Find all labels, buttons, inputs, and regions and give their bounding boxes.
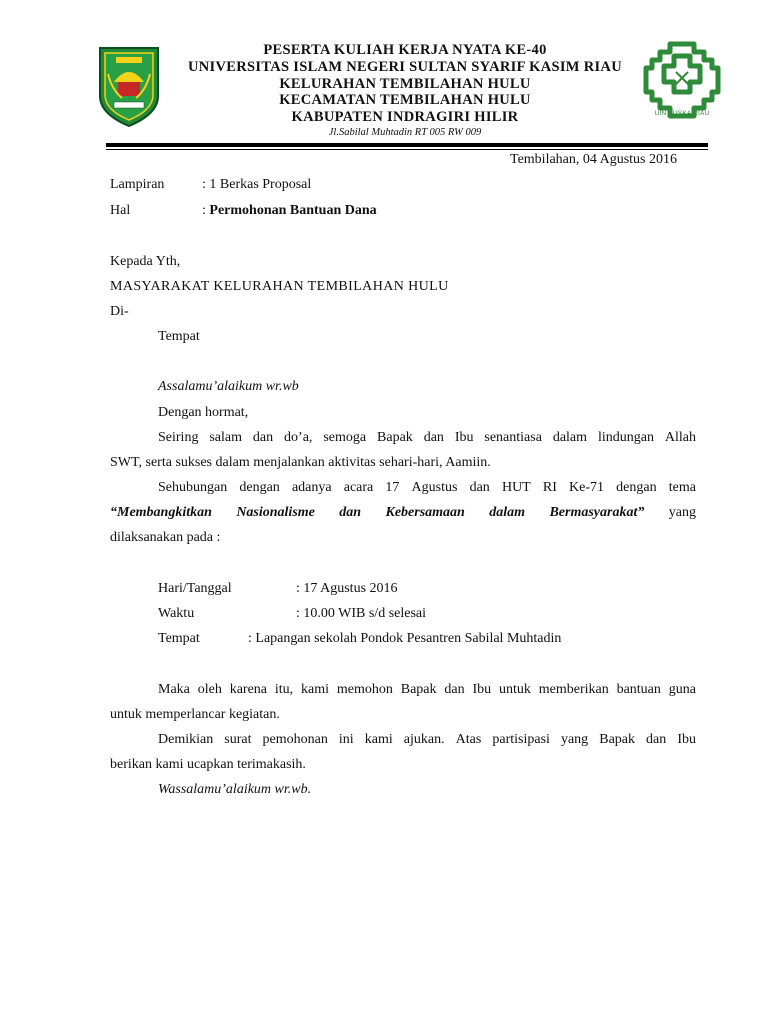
word: dan bbox=[469, 480, 490, 495]
word: senantiasa bbox=[484, 430, 542, 445]
recipient-tempat: Tempat bbox=[158, 329, 200, 344]
letterhead bbox=[160, 42, 650, 139]
hal-colon: : bbox=[202, 203, 210, 218]
paragraph-1-line-1 bbox=[158, 429, 696, 447]
opening-hormat: Dengan hormat, bbox=[158, 405, 249, 420]
word: Seiring bbox=[158, 430, 199, 445]
header-divider-thick bbox=[106, 143, 708, 147]
word: Bapak bbox=[400, 682, 437, 697]
paragraph-1-line-2: SWT, serta sukses dalam menjalankan aktivitas sehari-hari, Aamiin. bbox=[110, 455, 491, 470]
word: dan bbox=[444, 682, 465, 697]
theme-word: dalam bbox=[489, 505, 526, 520]
closing-salam: Wassalamu’alaikum wr.wb. bbox=[158, 782, 312, 797]
word: itu, bbox=[274, 682, 294, 697]
word: Ibu bbox=[454, 430, 474, 445]
word: dan bbox=[252, 430, 274, 445]
theme-word: “Membangkitkan bbox=[110, 505, 212, 520]
word: 17 bbox=[385, 480, 400, 495]
word: untuk bbox=[498, 682, 531, 697]
word: adanya bbox=[291, 480, 332, 495]
event-time-label: Waktu bbox=[158, 606, 195, 621]
word: surat bbox=[224, 732, 252, 747]
word: dan bbox=[423, 430, 444, 445]
header-divider-thin bbox=[106, 149, 708, 150]
hal-value: Permohonan Bantuan Dana bbox=[209, 203, 377, 218]
recipient-name: MASYARAKAT KELURAHAN TEMBILAHAN HULU bbox=[110, 279, 449, 294]
word: pemohonan bbox=[262, 732, 328, 747]
paragraph-2-line-3: dilaksanakan pada : bbox=[110, 530, 221, 545]
theme-word: Bermasyarakat” bbox=[549, 505, 645, 520]
word: HUT bbox=[501, 480, 531, 495]
word: oleh bbox=[197, 682, 222, 697]
word: memohon bbox=[336, 682, 393, 697]
letterhead-line-5: KABUPATEN INDRAGIRI HILIR bbox=[291, 109, 519, 126]
recipient-di: Di- bbox=[110, 304, 129, 319]
theme-word: Kebersamaan bbox=[385, 505, 465, 520]
word: semoga bbox=[323, 430, 367, 445]
word: lindungan bbox=[597, 430, 654, 445]
paragraph-2-line-2 bbox=[110, 504, 696, 522]
word: Ibu bbox=[677, 732, 696, 747]
word: dengan bbox=[239, 480, 280, 495]
word: Ibu bbox=[472, 682, 492, 697]
uin-suska-caption: UIN SUSKA RIAU bbox=[654, 110, 710, 117]
event-date-value: : 17 Agustus 2016 bbox=[296, 581, 398, 596]
recipient-greeting: Kepada Yth, bbox=[110, 254, 181, 269]
letter-date: Tembilahan, 04 Agustus 2016 bbox=[510, 152, 678, 167]
word: do’a, bbox=[284, 430, 313, 445]
word: dengan bbox=[616, 480, 657, 495]
event-date-label: Hari/Tanggal bbox=[158, 581, 232, 596]
word: Ke-71 bbox=[569, 480, 605, 495]
word: yang bbox=[668, 505, 696, 520]
regency-emblem-logo bbox=[96, 44, 162, 128]
word: ini bbox=[338, 732, 354, 747]
word: Sehubungan bbox=[158, 480, 228, 495]
event-place-value: : Lapangan sekolah Pondok Pesantren Sabilal Muhtadin bbox=[248, 631, 562, 646]
paragraph-3-line-2: untuk memperlancar kegiatan. bbox=[110, 707, 280, 722]
word: dalam bbox=[552, 430, 588, 445]
word: Atas bbox=[455, 732, 482, 747]
letterhead-line-2: UNIVERSITAS ISLAM NEGERI SULTAN SYARIF KASIM RIAU bbox=[188, 58, 622, 75]
theme-word: Nasionalisme bbox=[236, 505, 315, 520]
paragraph-4-line-2: berikan kami ucapkan terimakasih. bbox=[110, 757, 306, 772]
letterhead-line-1: PESERTA KULIAH KERJA NYATA KE-40 bbox=[263, 42, 547, 58]
letterhead-line-3: KELURAHAN TEMBILAHAN HULU bbox=[279, 75, 531, 92]
word: Bapak bbox=[599, 732, 635, 747]
word: memberikan bbox=[538, 682, 609, 697]
letterhead-address: Jl.Sabilal Muhtadin RT 005 RW 009 bbox=[328, 126, 482, 138]
word: acara bbox=[343, 480, 374, 495]
word: karena bbox=[229, 682, 268, 697]
word: bantuan bbox=[616, 682, 661, 697]
word: Demikian bbox=[158, 732, 214, 747]
lampiran-value: : 1 Berkas Proposal bbox=[202, 177, 312, 192]
event-place-label: Tempat bbox=[158, 631, 200, 646]
word: kami bbox=[301, 682, 330, 697]
word: Allah bbox=[664, 430, 696, 445]
uin-suska-logo bbox=[640, 38, 724, 134]
event-time-value: : 10.00 WIB s/d selesai bbox=[296, 606, 427, 621]
paragraph-4-line-1 bbox=[158, 731, 696, 749]
theme-word: dan bbox=[339, 505, 362, 520]
word: salam bbox=[209, 430, 243, 445]
word: tema bbox=[668, 480, 696, 495]
letterhead-line-4: KECAMATAN TEMBILAHAN HULU bbox=[279, 92, 531, 109]
word: partisipasi bbox=[492, 732, 550, 747]
word: Maka bbox=[158, 682, 190, 697]
word: dan bbox=[646, 732, 667, 747]
hal-row bbox=[202, 202, 377, 220]
hal-label: Hal bbox=[110, 203, 131, 218]
paragraph-3-line-1 bbox=[158, 681, 696, 699]
word: Agustus bbox=[411, 480, 458, 495]
word: yang bbox=[560, 732, 589, 747]
word: ajukan. bbox=[403, 732, 445, 747]
word: Bapak bbox=[377, 430, 413, 445]
lampiran-label: Lampiran bbox=[110, 177, 165, 192]
word: RI bbox=[542, 480, 557, 495]
word: kami bbox=[364, 732, 393, 747]
opening-salam: Assalamu’alaikum wr.wb bbox=[158, 379, 299, 394]
word: guna bbox=[668, 682, 696, 697]
paragraph-2-line-1 bbox=[158, 479, 696, 497]
